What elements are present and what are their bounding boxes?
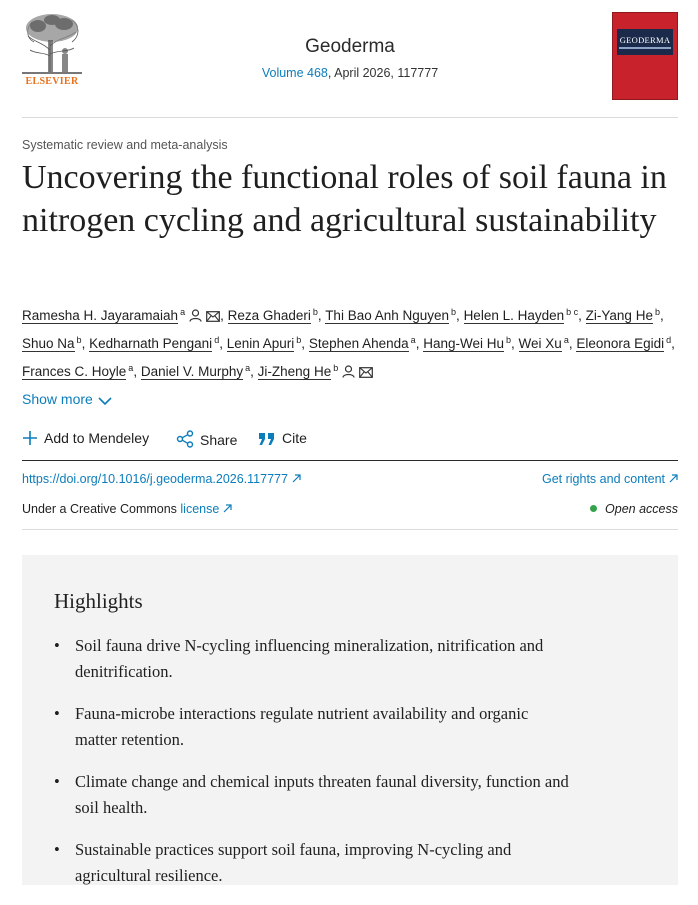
- email-icon: [359, 367, 373, 378]
- license-link[interactable]: [180, 502, 232, 516]
- cover-title: GEODERMA: [619, 35, 671, 45]
- author-link[interactable]: [576, 336, 671, 351]
- highlights-list: [54, 633, 574, 905]
- author-affiliation: d: [666, 335, 672, 345]
- author-affiliation: a: [128, 363, 134, 373]
- open-access-dot-icon: [590, 505, 597, 512]
- author-link[interactable]: [89, 336, 219, 351]
- author-affiliation: a: [245, 363, 251, 373]
- author-name: Eleonora Egidi: [576, 336, 665, 351]
- journal-issue: [172, 66, 528, 80]
- author-affiliation: b: [506, 335, 512, 345]
- author-affiliation: a: [410, 335, 416, 345]
- show-more-label: Show more: [22, 391, 93, 407]
- author-affiliation: b: [333, 363, 339, 373]
- license-link-text: license: [180, 502, 220, 516]
- author-affiliation: b: [296, 335, 302, 345]
- author-link[interactable]: [423, 336, 511, 351]
- author-affiliation: b: [451, 307, 457, 317]
- share-button[interactable]: [176, 430, 237, 448]
- author-link[interactable]: [258, 364, 374, 379]
- author-name: Lenin Apuri: [226, 336, 295, 351]
- author-contact-icons[interactable]: [338, 364, 373, 379]
- author-name: Thi Bao Anh Nguyen: [325, 308, 450, 323]
- highlight-item: • Fauna-microbe interactions regulate nutrient availability and organic matter retention.: [54, 701, 574, 753]
- publisher-name: ELSEVIER: [25, 76, 79, 87]
- quote-icon: [258, 432, 276, 446]
- author-affiliation: a: [563, 335, 569, 345]
- plus-icon: [22, 430, 38, 446]
- author-link[interactable]: [325, 308, 456, 323]
- email-icon: [206, 311, 220, 322]
- journal-info: [172, 36, 528, 80]
- author-name: Frances C. Hoyle: [22, 364, 127, 379]
- author-name: Kedharnath Pengani: [89, 336, 213, 351]
- rights-link[interactable]: [542, 472, 678, 486]
- meta-divider: [22, 529, 678, 530]
- author-name: Reza Ghaderi: [227, 308, 311, 323]
- author-link[interactable]: [22, 336, 82, 351]
- highlight-item: • Sustainable practices support soil fauna, improving N-cycling and agricultural resilience.: [54, 837, 574, 889]
- show-more-button[interactable]: [22, 391, 112, 407]
- author-contact-icons[interactable]: [185, 308, 220, 323]
- author-link[interactable]: [586, 308, 660, 323]
- chevron-down-icon: [98, 396, 112, 406]
- author-link[interactable]: [309, 336, 416, 351]
- volume-link[interactable]: Volume 468: [261, 66, 328, 80]
- author-link[interactable]: [22, 364, 133, 379]
- author-affiliation: b: [76, 335, 82, 345]
- issue-details: , April 2026, 117777: [327, 66, 439, 80]
- external-link-icon: [669, 474, 678, 483]
- article-title: Uncovering the functional roles of soil fauna in nitrogen cycling and agricultural sustainability: [22, 159, 667, 239]
- author-link[interactable]: [22, 308, 220, 323]
- author-name: Daniel V. Murphy: [140, 364, 244, 379]
- license-prefix: Under a Creative Commons: [22, 502, 181, 516]
- author-name: Helen L. Hayden: [463, 308, 565, 323]
- highlight-item: • Climate change and chemical inputs threaten faunal diversity, function and soil health.: [54, 769, 574, 821]
- journal-name[interactable]: Geoderma: [305, 36, 395, 57]
- author-name: Hang-Wei Hu: [423, 336, 504, 351]
- author-link[interactable]: [227, 336, 302, 351]
- author-name: Ramesha H. Jayaramaiah: [22, 308, 179, 323]
- author-link[interactable]: [141, 364, 250, 379]
- highlights-title: Highlights: [54, 589, 143, 613]
- author-list: Ramesha H. Jayaramaiah $^a$ , Reza Ghaderi $^b$, Thi Bao Anh Nguyen $^b$, Helen L. Hayden $^{b c}$, Zi-Yang He $^b$, Shuo Na $^b$, Kedharnath Pengani $^d$, Lenin Apuri $^b$, Stephen Ahenda $^a$, Hang-Wei Hu $^b$, Wei Xu $^a$, Eleonora Egidi $^d$, Frances C. Hoyle $^a$, Daniel V. Murphy $^a$, Ji-Zheng He $^b$: [22, 307, 675, 379]
- external-link-icon: [223, 504, 232, 513]
- cite-button[interactable]: [258, 430, 307, 446]
- highlight-item: • Soil fauna drive N-cycling influencing mineralization, nitrification and denitrification.: [54, 633, 574, 685]
- author-name: Shuo Na: [22, 336, 75, 351]
- author-link[interactable]: [228, 308, 318, 323]
- elsevier-tree-logo[interactable]: [22, 12, 82, 84]
- author-name: Ji-Zheng He: [257, 364, 332, 379]
- header-divider: [22, 117, 678, 118]
- license-info: [22, 502, 232, 516]
- journal-header: [22, 10, 678, 116]
- open-access-badge: [590, 502, 678, 516]
- journal-cover[interactable]: [612, 12, 678, 100]
- author-affiliation: d: [214, 335, 220, 345]
- share-icon: [176, 430, 194, 448]
- share-label: Share: [200, 432, 238, 448]
- author-affiliation: a: [180, 307, 186, 317]
- doi-text: https://doi.org/10.1016/j.geoderma.2026.117777: [22, 472, 288, 486]
- author-affiliation: b: [312, 307, 318, 317]
- author-affiliation: b: [654, 307, 660, 317]
- article-type: Systematic review and meta-analysis: [22, 138, 228, 152]
- author-affiliation: b c: [566, 307, 579, 317]
- open-access-label: Open access: [605, 502, 678, 516]
- cover-rule: [619, 47, 671, 49]
- cite-label: Cite: [282, 430, 307, 446]
- rights-text: Get rights and content: [542, 472, 665, 486]
- add-to-mendeley-button[interactable]: [22, 430, 149, 446]
- author-name: Stephen Ahenda: [308, 336, 409, 351]
- person-icon: [189, 309, 202, 322]
- doi-link[interactable]: [22, 472, 301, 486]
- actions-divider: [22, 460, 678, 461]
- author-name: Zi-Yang He: [585, 308, 653, 323]
- external-link-icon: [292, 474, 301, 483]
- author-name: Wei Xu: [518, 336, 562, 351]
- author-link[interactable]: [464, 308, 579, 323]
- highlights-section: [22, 555, 678, 885]
- person-icon: [342, 365, 355, 378]
- author-link[interactable]: [519, 336, 569, 351]
- tree-icon: [22, 12, 82, 76]
- mendeley-label: Add to Mendeley: [44, 430, 150, 446]
